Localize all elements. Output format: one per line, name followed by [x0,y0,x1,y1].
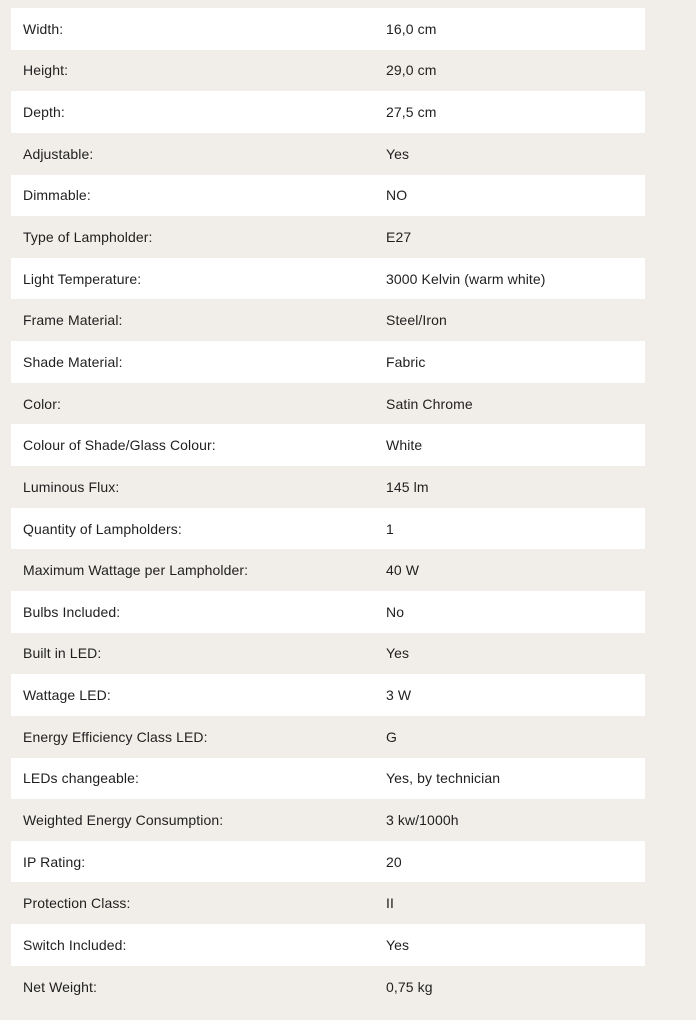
spec-value: 3 kw/1000h [386,811,459,828]
spec-label: Light Temperature: [23,270,142,287]
spec-value: Yes [386,936,410,953]
spec-row-ip-rating [11,841,645,883]
spec-value: Yes, by technician [386,770,501,787]
spec-value: 20 [386,853,402,870]
spec-row-frame-material [11,299,645,341]
spec-row-bulbs-included [11,591,645,633]
spec-value: No [386,603,405,620]
spec-row-shade-material [11,341,645,383]
spec-label: Maximum Wattage per Lampholder: [23,562,249,579]
spec-value: G [386,728,397,745]
spec-value: E27 [386,229,412,246]
spec-row-max-wattage [11,549,645,591]
spec-row-color [11,383,645,425]
spec-label: LEDs changeable: [23,770,140,787]
spec-label: Built in LED: [23,645,102,662]
spec-row-wattage-led [11,674,645,716]
spec-label: Net Weight: [23,978,97,995]
spec-value: 40 W [386,562,420,579]
spec-row-energy-class [11,716,645,758]
spec-value: 27,5 cm [386,104,437,121]
spec-value: Steel/Iron [386,312,447,329]
spec-label: Frame Material: [23,312,123,329]
spec-label: Type of Lampholder: [23,229,153,246]
spec-value: 16,0 cm [386,20,437,37]
spec-value: 3 W [386,687,412,704]
spec-row-luminous-flux [11,466,645,508]
spec-label: Weighted Energy Consumption: [23,811,224,828]
spec-label: Adjustable: [23,145,94,162]
spec-row-energy-consumption [11,799,645,841]
spec-label: Width: [23,20,64,37]
spec-value: 0,75 kg [386,978,433,995]
spec-row-height [11,50,645,92]
spec-label: Switch Included: [23,936,127,953]
spec-row-net-weight [11,966,645,1008]
spec-value: II [386,895,394,912]
spec-label: Quantity of Lampholders: [23,520,182,537]
spec-row-lampholder-type [11,216,645,258]
spec-value: 3000 Kelvin (warm white) [386,270,546,287]
spec-row-protection-class [11,882,645,924]
spec-value: Fabric [386,353,426,370]
spec-label: IP Rating: [23,853,86,870]
spec-value: 29,0 cm [386,62,437,79]
spec-value: 1 [386,520,394,537]
spec-label: Protection Class: [23,895,131,912]
spec-label: Wattage LED: [23,687,111,704]
spec-label: Depth: [23,104,65,121]
spec-value: Yes [386,145,410,162]
spec-value: NO [386,187,408,204]
spec-value: White [386,437,423,454]
spec-label: Colour of Shade/Glass Colour: [23,437,216,454]
spec-row-adjustable [11,133,645,175]
spec-value: Yes [386,645,410,662]
spec-row-depth [11,91,645,133]
spec-label: Shade Material: [23,353,123,370]
spec-label: Height: [23,62,69,79]
spec-label: Bulbs Included: [23,603,121,620]
spec-label: Color: [23,395,61,412]
spec-label: Luminous Flux: [23,478,120,495]
spec-row-lampholder-quantity [11,508,645,550]
spec-row-width [11,8,645,50]
spec-row-shade-colour [11,424,645,466]
spec-row-built-in-led [11,633,645,675]
spec-value: 145 lm [386,478,429,495]
spec-row-leds-changeable [11,758,645,800]
spec-label: Dimmable: [23,187,91,204]
spec-row-light-temperature [11,258,645,300]
spec-value: Satin Chrome [386,395,473,412]
spec-row-dimmable [11,175,645,217]
spec-table [11,8,645,1007]
spec-row-switch-included [11,924,645,966]
spec-label: Energy Efficiency Class LED: [23,728,208,745]
